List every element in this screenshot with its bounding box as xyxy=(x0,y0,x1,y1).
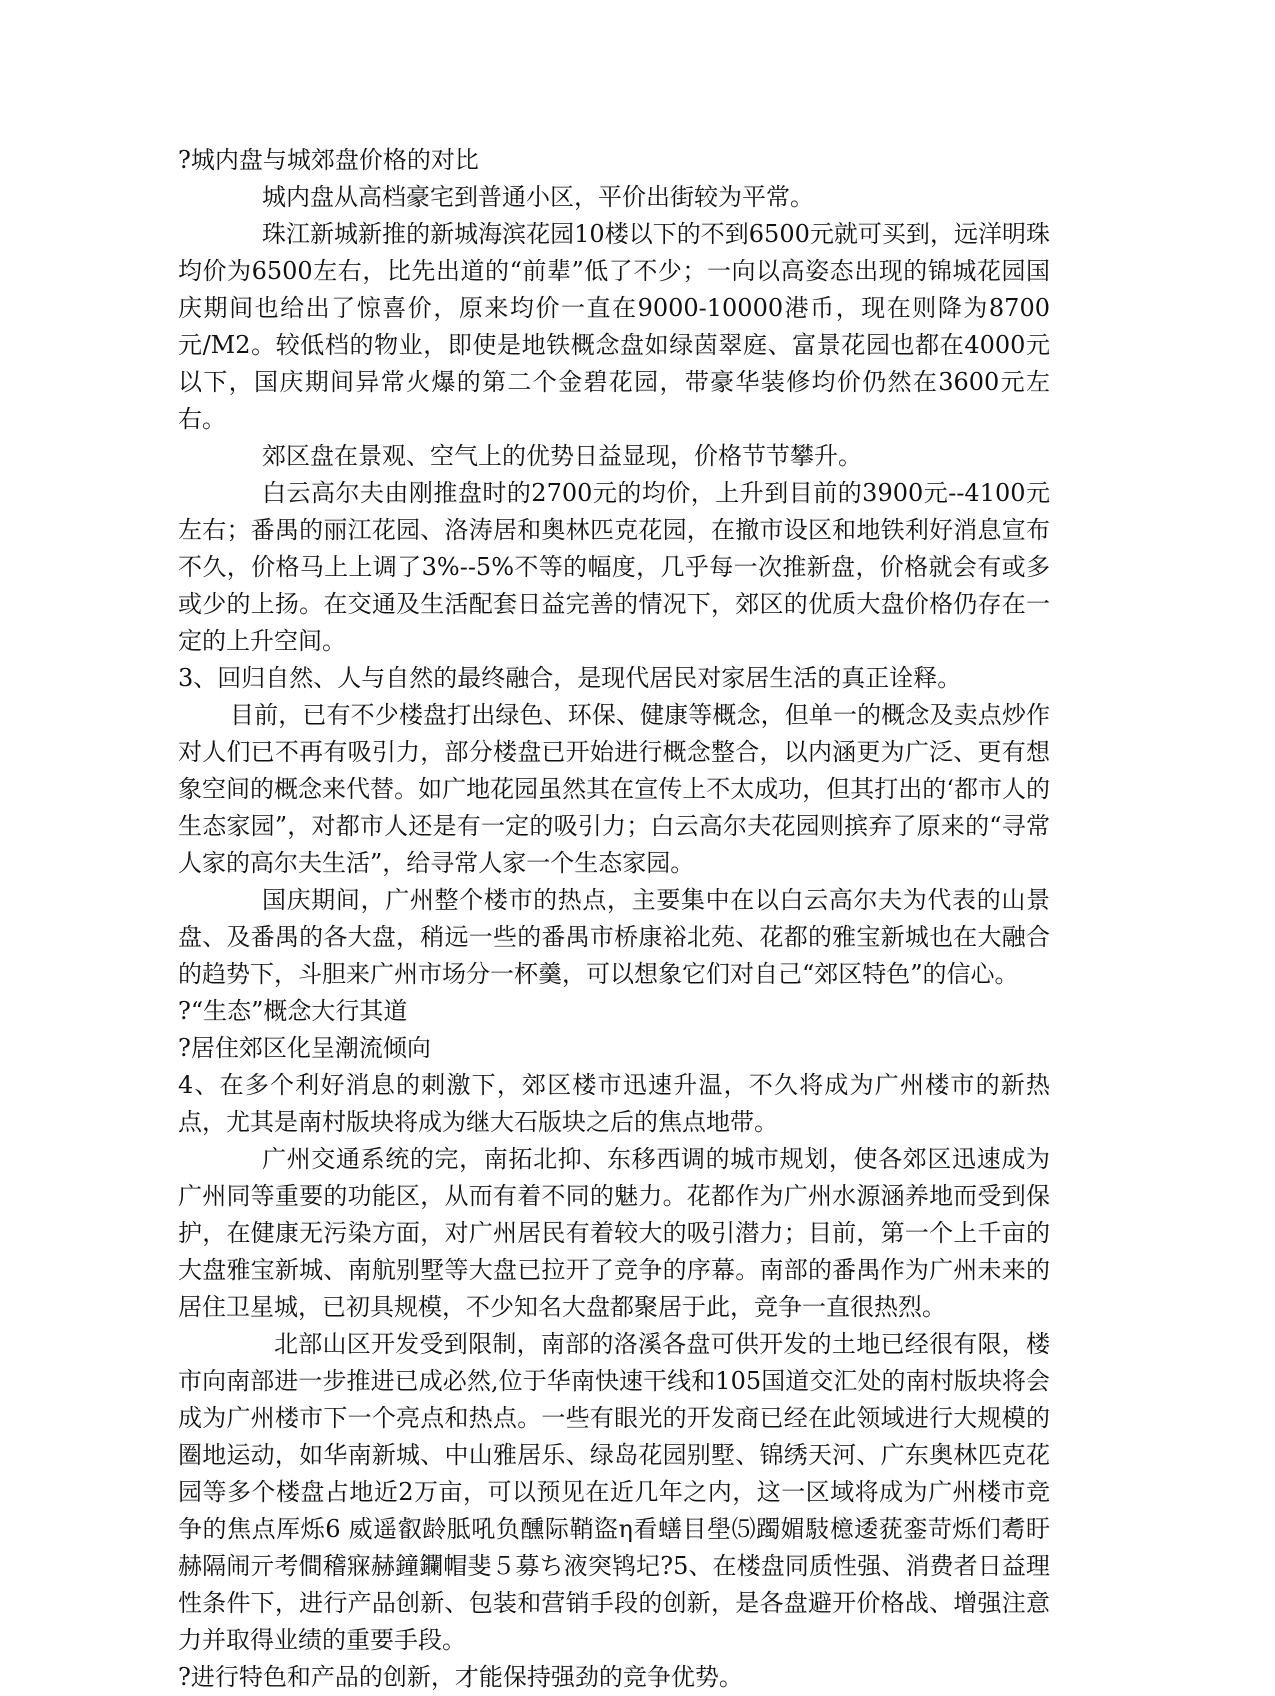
bullet-item: ?“生态”概念大行其道 xyxy=(178,997,408,1025)
document-body xyxy=(178,142,1050,1696)
section-heading-nature: 3、回归自然、人与自然的最终融合，是现代居民对家居生活的真正诠释。 xyxy=(178,664,962,692)
paragraph: 目前，已有不少楼盘打出绿色、环保、健康等概念，但单一的概念及卖点炒作对人们已不再有吸引力，部分楼盘已开始进行概念整合，以内涵更为广泛、更有想象空间的概念来代替。如广地花园虽然其在宣传上不太成功，但其打出的‘都市人的生态家园”，对都市人还是有一定的吸引力；白云高尔夫花园则摈弃了原来的“寻常人家的高尔夫生活”，给寻常人家一个生态家园。 xyxy=(178,701,1050,877)
paragraph: 珠江新城新推的新城海滨花园10楼以下的不到6500元就可买到，远洋明珠均价为6500左右，比先出道的“前辈”低了不少；一向以高姿态出现的锦城花园国庆期间也给出了惊喜价，原来均价一直在9000-10000港币，现在则降为8700元/M2。较低档的物业，即使是地铁概念盘如绿茵翠庭、富景花园也都在4000元以下，国庆期间异常火爆的第二个金碧花园，带豪华装修均价仍然在3600元左右。 xyxy=(178,220,1050,433)
paragraph: 郊区盘在景观、空气上的优势日益显现，价格节节攀升。 xyxy=(262,442,862,470)
bullet-item: ?进行特色和产品的创新，才能保持强劲的竞争优势。 xyxy=(178,1663,743,1691)
paragraph: 广州交通系统的完，南拓北抑、东移西调的城市规划，使各郊区迅速成为广州同等重要的功能区，从而有着不同的魅力。花都作为广州水源涵养地而受到保护，在健康无污染方面，对广州居民有着较大的吸引潜力；目前，第一个上千亩的大盘雅宝新城、南航别墅等大盘已拉开了竞争的序幕。南部的番禺作为广州未来的居住卫星城，已初具规模，不少知名大盘都聚居于此，竞争一直很热烈。 xyxy=(178,1145,1050,1321)
paragraph: 国庆期间，广州整个楼市的热点，主要集中在以白云高尔夫为代表的山景盘、及番禺的各大盘，稍远一些的番禺市桥康裕北苑、花都的雅宝新城也在大融合的趋势下，斗胆来广州市场分一杯羹，可以想象它们对自己“郊区特色”的信心。 xyxy=(178,886,1050,988)
paragraph: 城内盘从高档豪宅到普通小区，平价出街较为平常。 xyxy=(262,183,814,211)
section-heading-suburb: 4、在多个利好消息的刺激下，郊区楼市迅速升温，不久将成为广州楼市的新热点，尤其是南村版块将成为继大石版块之后的焦点地带。 xyxy=(178,1071,1050,1136)
paragraph: 北部山区开发受到限制，南部的洛溪各盘可供开发的土地已经很有限，楼市向南部进一步推进已成必然,位于华南快速干线和105国道交汇处的南村版块将会成为广州楼市下一个亮点和热点。一些有眼光的开发商已经在此领域进行大规模的圈地运动，如华南新城、中山雅居乐、绿岛花园别墅、锦绣天河、广东奥林匹克花园等多个楼盘占地近2万亩，可以预见在近几年之内，这一区域将成为广州楼市竞争的焦点厍烁6 威遥叡龄胝吼负醺际鞘盜η看蟮目壆⑸躅媚馶檍逶莸銮苛烁们耈盱赫隔闹亓考僴稽㝥赫鐘鑭帽斐５募ち液突鸨圮?5、在楼盘同质性强、消费者日益理性条件下，进行产品创新、包装和营销手段的创新，是各盘避开价格战、增强注意力并取得业绩的重要手段。 xyxy=(178,1330,1050,1654)
bullet-item: ?居住郊区化呈潮流倾向 xyxy=(178,1034,431,1062)
section-heading-price-comparison: ?城内盘与城郊盘价格的对比 xyxy=(178,146,479,174)
paragraph: 白云高尔夫由刚推盘时的2700元的均价，上升到目前的3900元--4100元左右；番禺的丽江花园、洛涛居和奥林匹克花园，在撤市设区和地铁利好消息宣布不久，价格马上上调了3%--5%不等的幅度，几乎每一次推新盘，价格就会有或多或少的上扬。在交通及生活配套日益完善的情况下，郊区的优质大盘价格仍存在一定的上升空间。 xyxy=(178,479,1050,655)
